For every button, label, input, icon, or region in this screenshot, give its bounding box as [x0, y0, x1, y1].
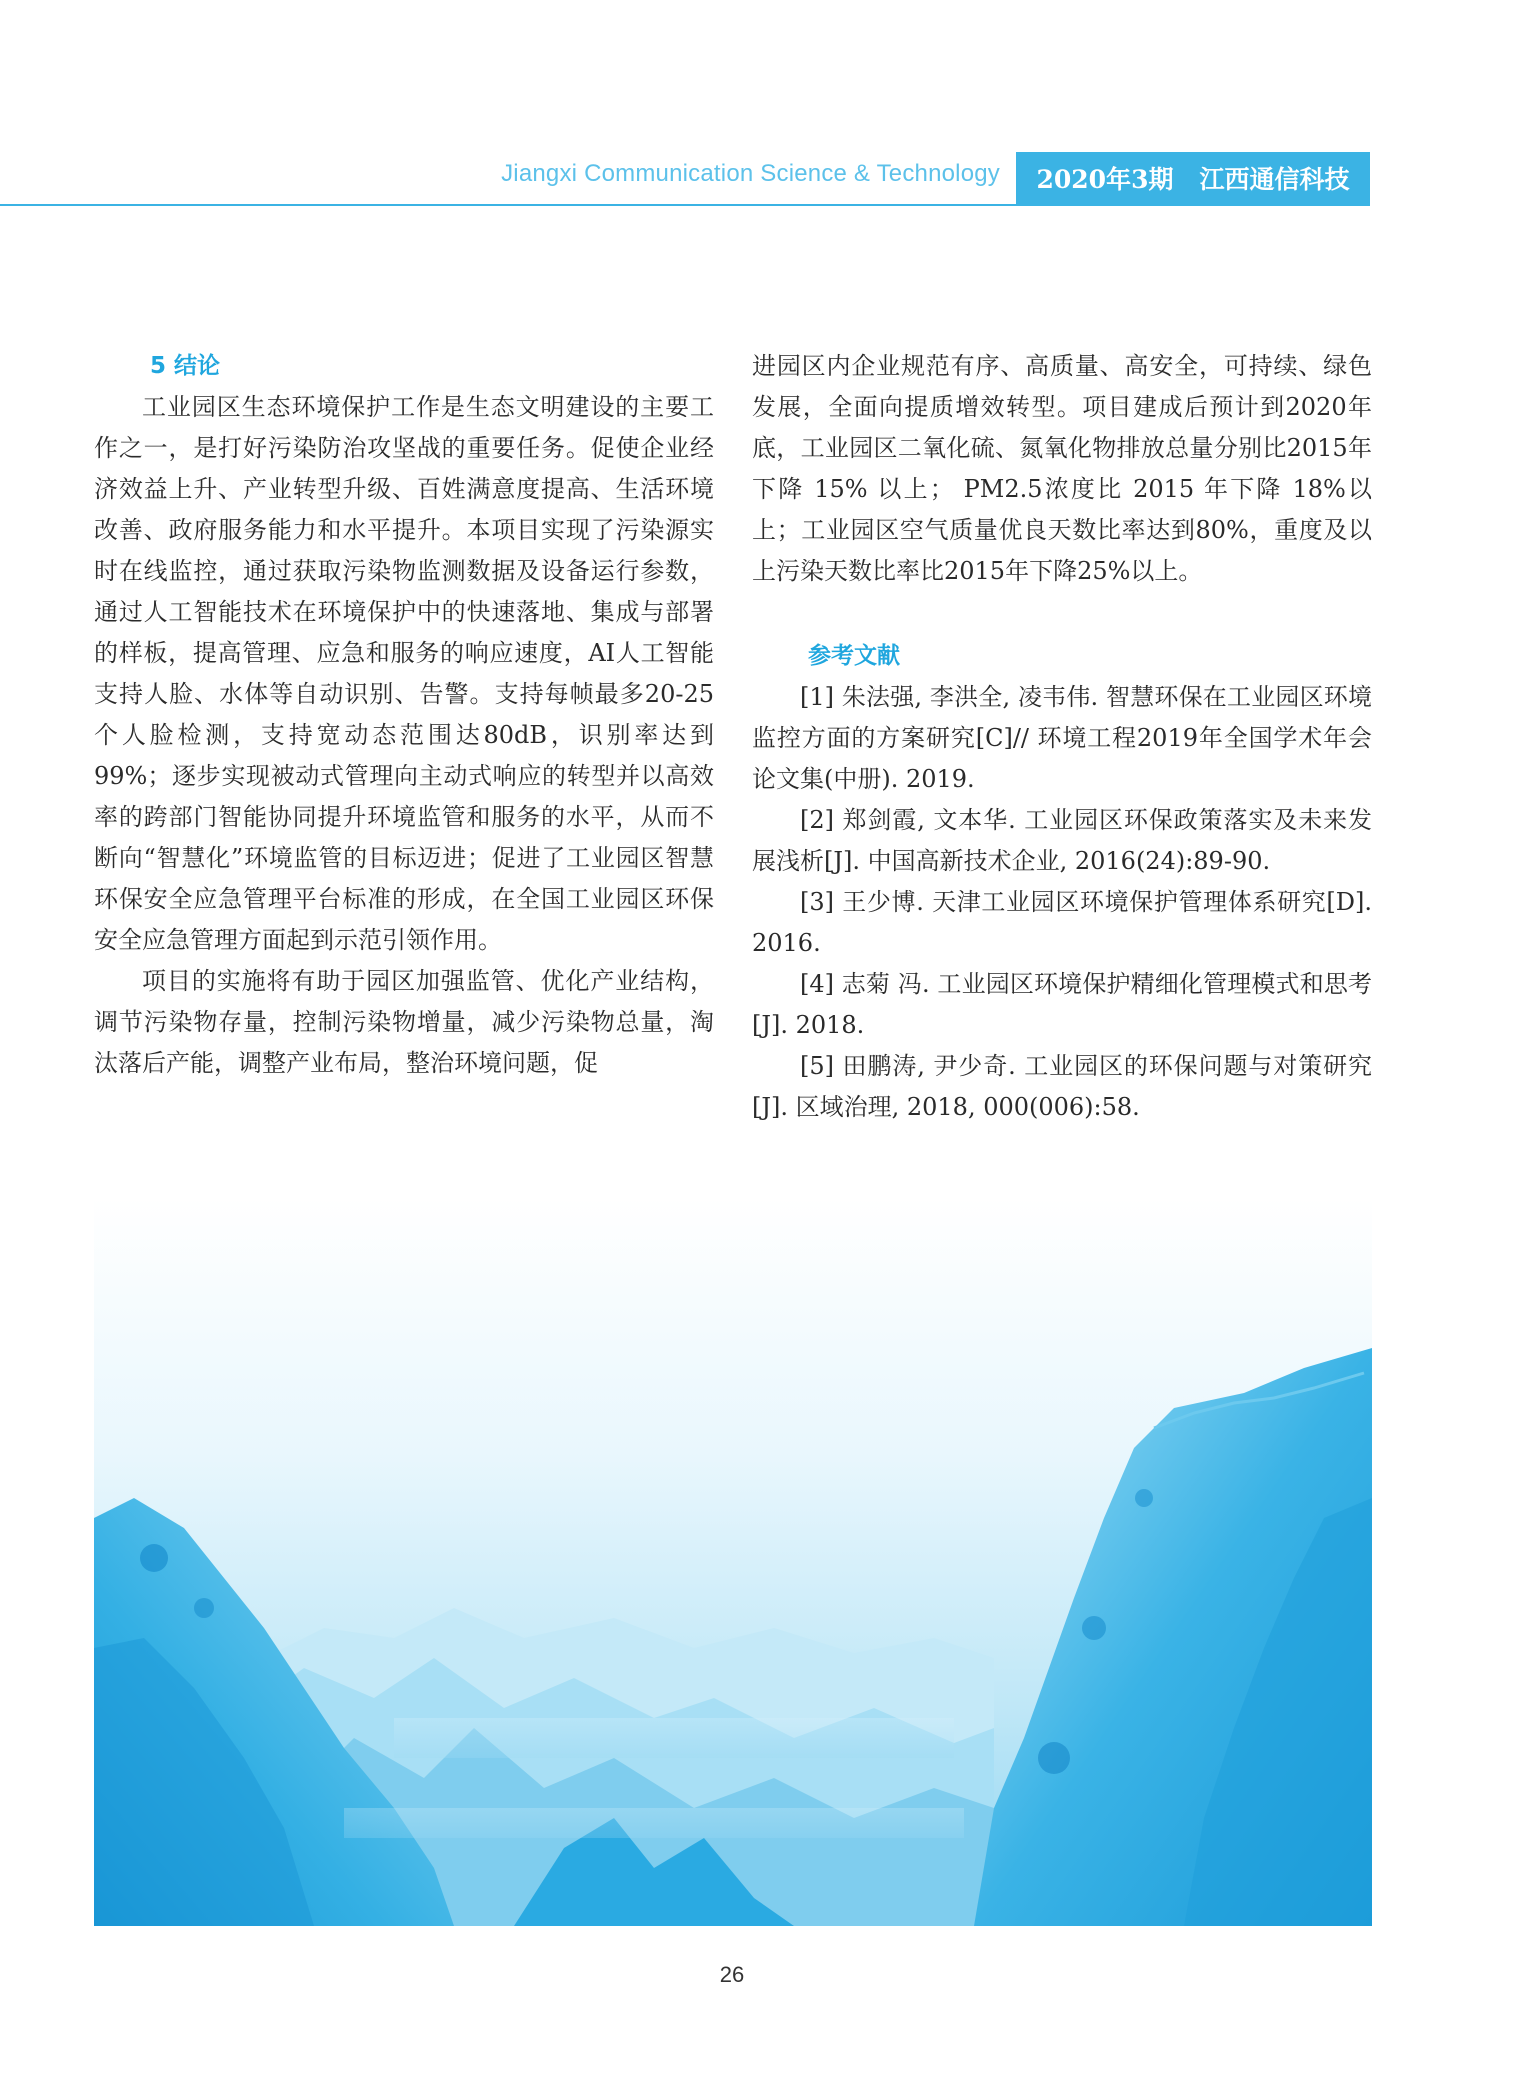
reference-item: [2] 郑剑霞, 文本华. 工业园区环保政策落实及未来发展浅析[J]. 中国高新技术企业, 2016(24):89-90. — [752, 806, 1372, 875]
page-number: 26 — [719, 1962, 745, 1987]
conclusion-paragraph-1: 工业园区生态环境保护工作是生态文明建设的主要工作之一，是打好污染防治攻坚战的重要任务。促使企业经济效益上升、产业转型升级、百姓满意度提高、生活环境改善、政府服务能力和水平提升。本项目实现了污染源实时在线监控，通过获取污染物监测数据及设备运行参数，通过人工智能技术在环境保护中的快速落地、集成与部署的样板，提高管理、应急和服务的响应速度，AI人工智能支持人脸、水体等自动识别、告警。支持每帧最多20-25个人脸检测，支持宽动态范围达80dB，识别率达到99%；逐步实现被动式管理向主动式响应的转型并以高效率的跨部门智能协同提升环境监管和服务的水平，从而不断向“智慧化”环境监管的目标迈进；促进了工业园区智慧环保安全应急管理平台标准的形成，在全国工业园区环保安全应急管理方面起到示范引领作用。 — [94, 393, 714, 954]
references-heading: 参考文献 — [808, 643, 900, 669]
mountain-landscape-icon — [94, 1198, 1372, 1926]
journal-english-title: Jiangxi Communication Science & Technology — [501, 160, 1000, 187]
reference-item: [5] 田鹏涛, 尹少奇. 工业园区的环保问题与对策研究[J]. 区域治理, 2018, 000(006):58. — [752, 1052, 1372, 1121]
journal-chinese-title: 江西通信科技 — [1199, 165, 1350, 194]
header-badge — [1016, 152, 1370, 204]
reference-item: [4] 志菊 冯. 工业园区环境保护精细化管理模式和思考[J]. 2018. — [752, 970, 1372, 1039]
conclusion-heading: 5 结论 — [150, 353, 221, 379]
issue-label: 2020年3期 — [1036, 165, 1174, 194]
reference-item: [3] 王少博. 天津工业园区环境保护管理体系研究[D]. 2016. — [752, 888, 1372, 957]
header-rule — [0, 204, 1370, 206]
conclusion-paragraph-2-continued: 进园区内企业规范有序、高质量、高安全，可持续、绿色发展，全面向提质增效转型。项目建成后预计到2020年底，工业园区二氧化硫、氮氧化物排放总量分别比2015年下降 15% 以上； PM2.5浓度比 2015 年下降 18%以上；工业园区空气质量优良天数比率达到80%，重度及以上污染天数比率比2015年下降25%以上。 — [752, 352, 1372, 585]
conclusion-paragraph-2: 项目的实施将有助于园区加强监管、优化产业结构，调节污染物存量，控制污染物增量，减少污染物总量，淘汰落后产能，调整产业布局，整治环境问题，促 — [94, 967, 714, 1077]
mountain-landscape-image — [94, 1198, 1372, 1926]
left-column — [94, 346, 714, 1084]
right-column — [752, 346, 1372, 1128]
reference-item: [1] 朱法强, 李洪全, 凌韦伟. 智慧环保在工业园区环境监控方面的方案研究[C]// 环境工程2019年全国学术年会论文集(中册). 2019. — [752, 683, 1372, 793]
